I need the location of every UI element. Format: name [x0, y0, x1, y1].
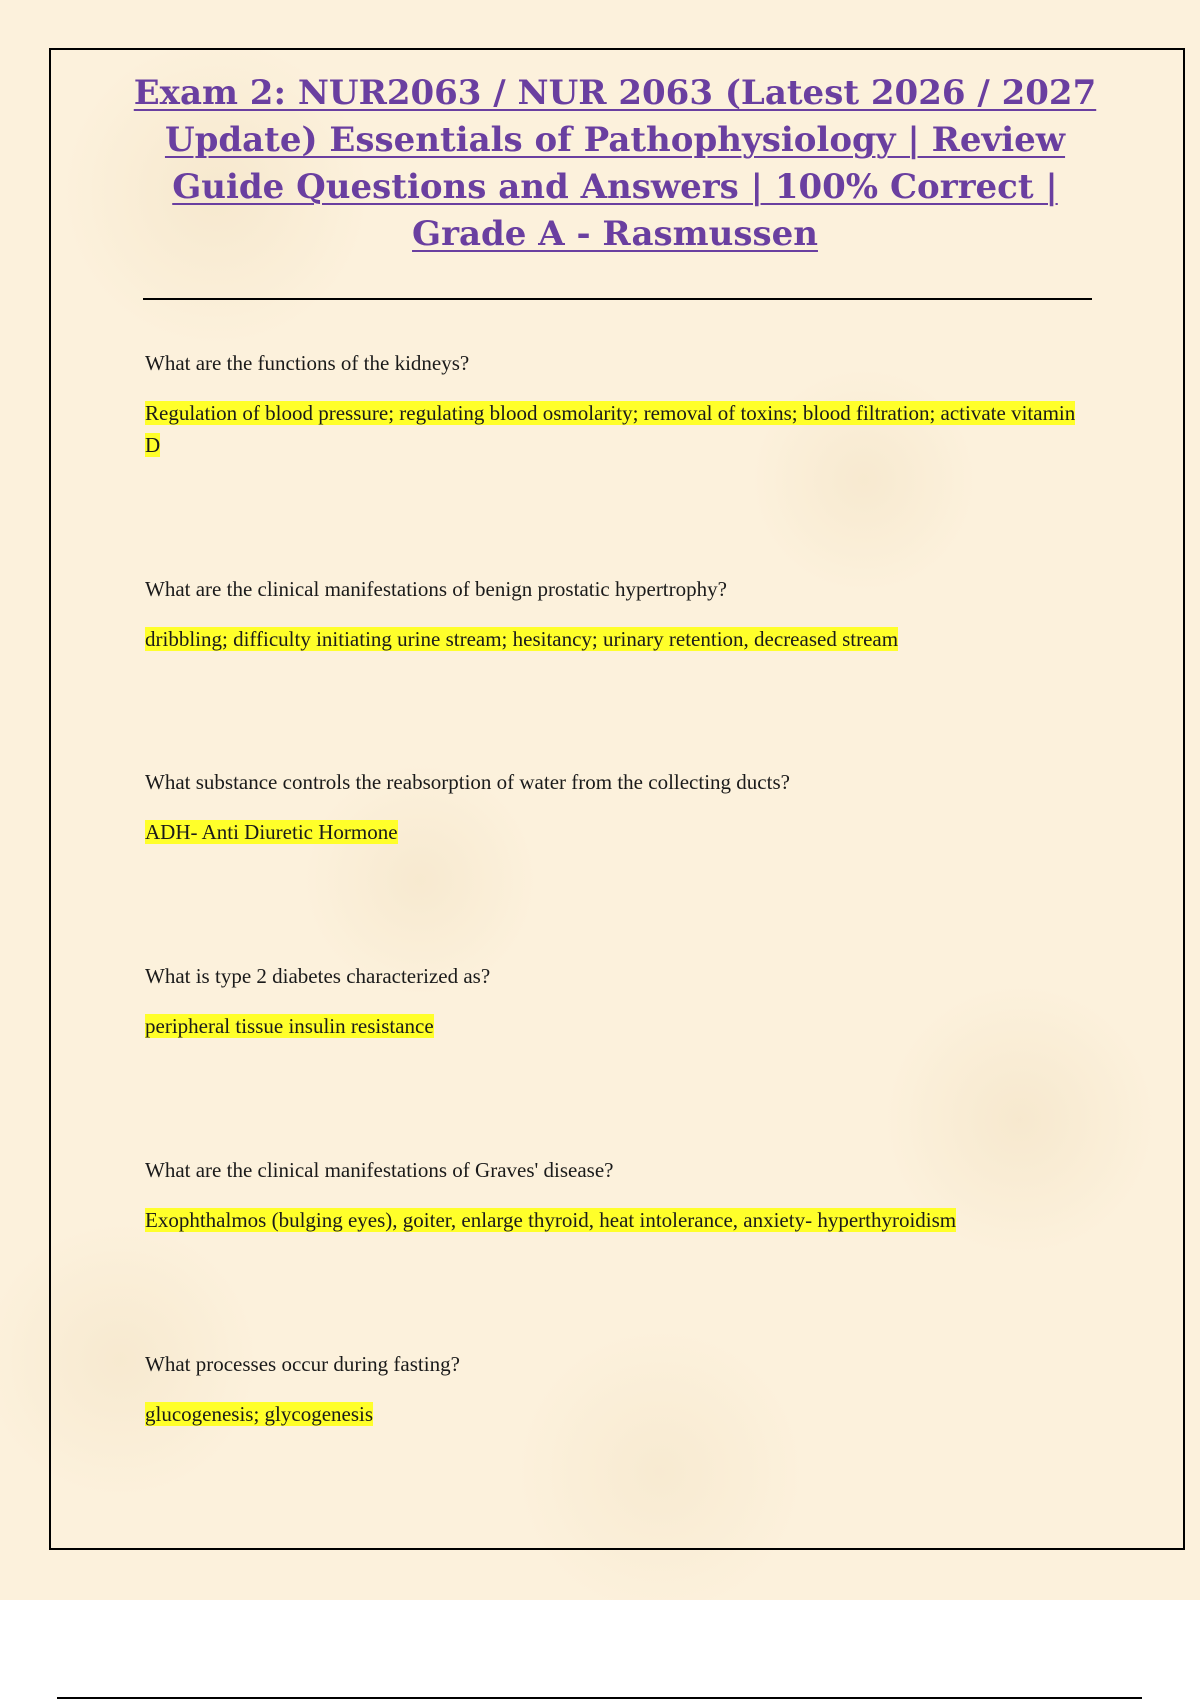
answer-highlight: Regulation of blood pressure; regulating blood osmolarity; removal of toxins; blood filtration; activate vitamin D [145, 401, 1076, 457]
answer-highlight: peripheral tissue insulin resistance [145, 1014, 434, 1038]
answer-text [145, 816, 1085, 848]
qa-item [145, 769, 1085, 848]
answer-text [145, 397, 1085, 461]
footer-divider [57, 1697, 1142, 1699]
answer-highlight: glucogenesis; glycogenesis [145, 1402, 374, 1426]
answer-text [145, 1010, 1085, 1042]
document-title: Exam 2: NUR2063 / NUR 2063 (Latest 2026 / 2027 Update) Essentials of Pathophysiology | Review Guide Questions and Answers | 100% Correct | Grade A - Rasmussen [133, 73, 1097, 254]
qa-item [145, 350, 1085, 461]
question-text: What is type 2 diabetes characterized as? [145, 964, 491, 988]
answer-text [145, 623, 1085, 655]
question-text: What processes occur during fasting? [145, 1352, 460, 1376]
qa-item [145, 963, 1085, 1042]
qa-item [145, 576, 1085, 655]
question-text: What are the clinical manifestations of benign prostatic hypertrophy? [145, 577, 727, 601]
question-text: What are the clinical manifestations of Graves' disease? [145, 1158, 614, 1182]
qa-item [145, 1157, 1085, 1236]
answer-text [145, 1398, 1085, 1430]
title-divider [143, 298, 1092, 300]
question-text: What are the functions of the kidneys? [145, 351, 470, 375]
qa-item [145, 1351, 1085, 1430]
answer-highlight: ADH- Anti Diuretic Hormone [145, 820, 398, 844]
answer-highlight: dribbling; difficulty initiating urine stream; hesitancy; urinary retention, decreased stream [145, 627, 899, 651]
question-text: What substance controls the reabsorption of water from the collecting ducts? [145, 770, 790, 794]
answer-text [145, 1204, 1085, 1236]
answer-highlight: Exophthalmos (bulging eyes), goiter, enlarge thyroid, heat intolerance, anxiety- hyperthyroidism [145, 1208, 957, 1232]
